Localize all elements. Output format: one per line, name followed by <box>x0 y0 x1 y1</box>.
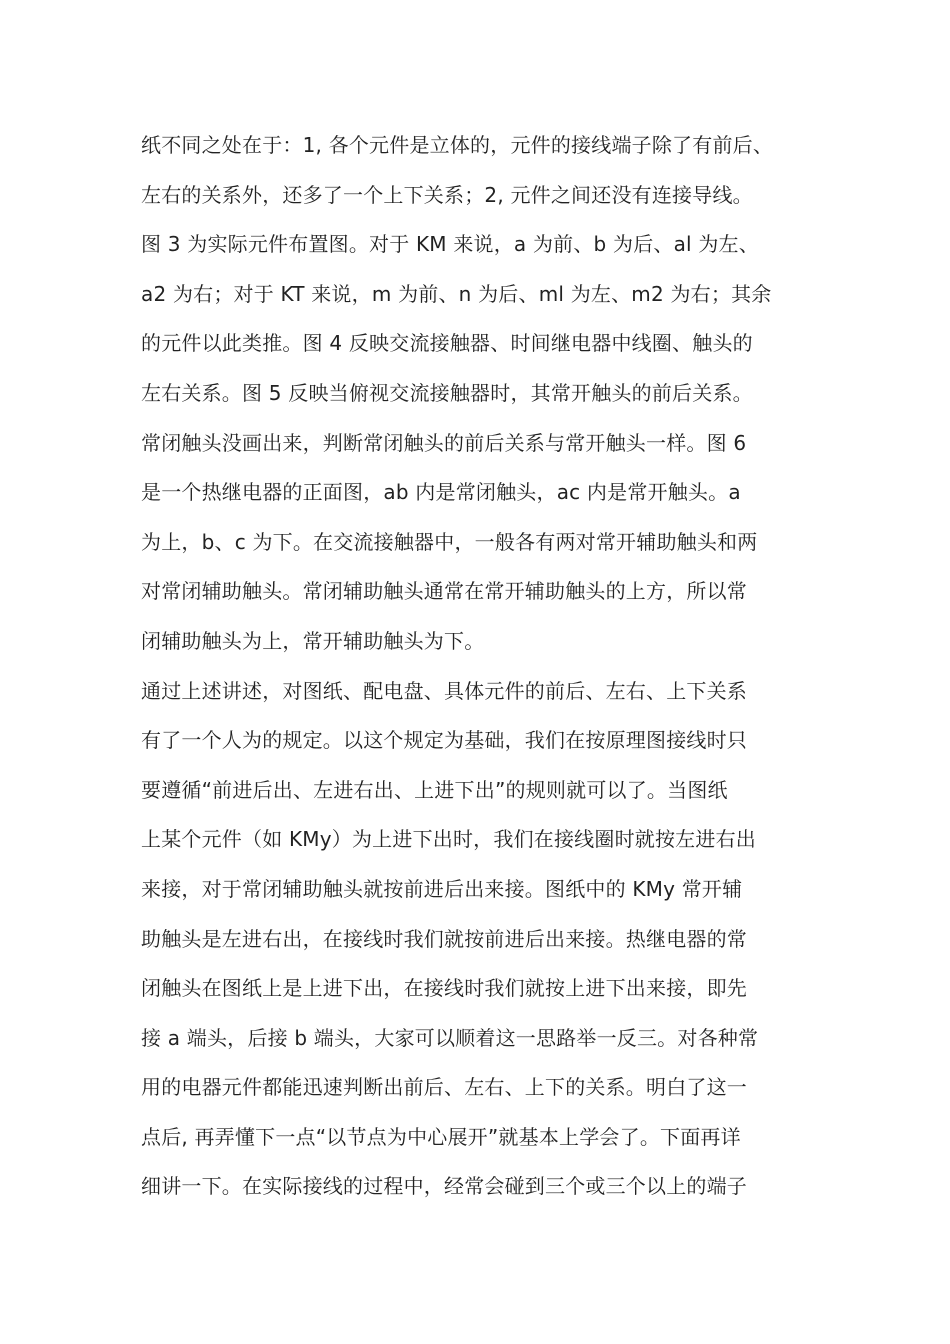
text-line: 上某个元件（如 KMy）为上进下出时，我们在接线圈时就按左进右出 <box>141 827 756 852</box>
text-line: 点后, 再弄懂下一点“以节点为中心展开”就基本上学会了。下面再详 <box>141 1124 741 1149</box>
text-line: 左右的关系外，还多了一个上下关系；2, 元件之间还没有连接导线。 <box>141 182 753 207</box>
text-line: 对常闭辅助触头。常闭辅助触头通常在常开辅助触头的上方，所以常 <box>141 579 747 604</box>
text-line: 常闭触头没画出来，判断常闭触头的前后关系与常开触头一样。图 6 <box>141 430 747 455</box>
text-line: 闭触头在图纸上是上进下出，在接线时我们就按上进下出来接，即先 <box>141 976 747 1001</box>
text-line: 是一个热继电器的正面图，ab 内是常闭触头，ac 内是常开触头。a <box>141 480 741 505</box>
text-line: 有了一个人为的规定。以这个规定为基础，我们在按原理图接线时只 <box>141 728 747 753</box>
text-line: 要遵循“前进后出、左进右出、上进下出”的规则就可以了。当图纸 <box>141 777 728 802</box>
text-line: 闭辅助触头为上，常开辅助触头为下。 <box>141 628 485 653</box>
text-line: 通过上述讲述，对图纸、配电盘、具体元件的前后、左右、上下关系 <box>141 678 747 703</box>
text-line: 细讲一下。在实际接线的过程中，经常会碰到三个或三个以上的端子 <box>141 1174 747 1199</box>
text-line: 助触头是左进右出，在接线时我们就按前进后出来接。热继电器的常 <box>141 926 747 951</box>
text-line: a2 为右；对于 KT 来说，m 为前、n 为后、ml 为左、m2 为右；其余 <box>141 281 772 306</box>
text-line: 图 3 为实际元件布置图。对于 KM 来说，a 为前、b 为后、al 为左、 <box>141 232 759 257</box>
text-line: 用的电器元件都能迅速判断出前后、左右、上下的关系。明白了这一 <box>141 1075 747 1100</box>
text-line: 接 a 端头，后接 b 端头，大家可以顺着这一思路举一反三。对各种常 <box>141 1025 759 1050</box>
text-line: 纸不同之处在于：1, 各个元件是立体的，元件的接线端子除了有前后、 <box>141 133 774 157</box>
text-line: 来接，对于常闭辅助触头就按前进后出来接。图纸中的 KMy 常开辅 <box>141 876 743 901</box>
body-text <box>141 121 841 1212</box>
text-line: 左右关系。图 5 反映当俯视交流接触器时，其常开触头的前后关系。 <box>141 380 753 405</box>
text-line: 为上，b、c 为下。在交流接触器中，一般各有两对常开辅助触头和两 <box>141 529 758 554</box>
text-line: 的元件以此类推。图 4 反映交流接触器、时间继电器中线圈、触头的 <box>141 331 753 356</box>
